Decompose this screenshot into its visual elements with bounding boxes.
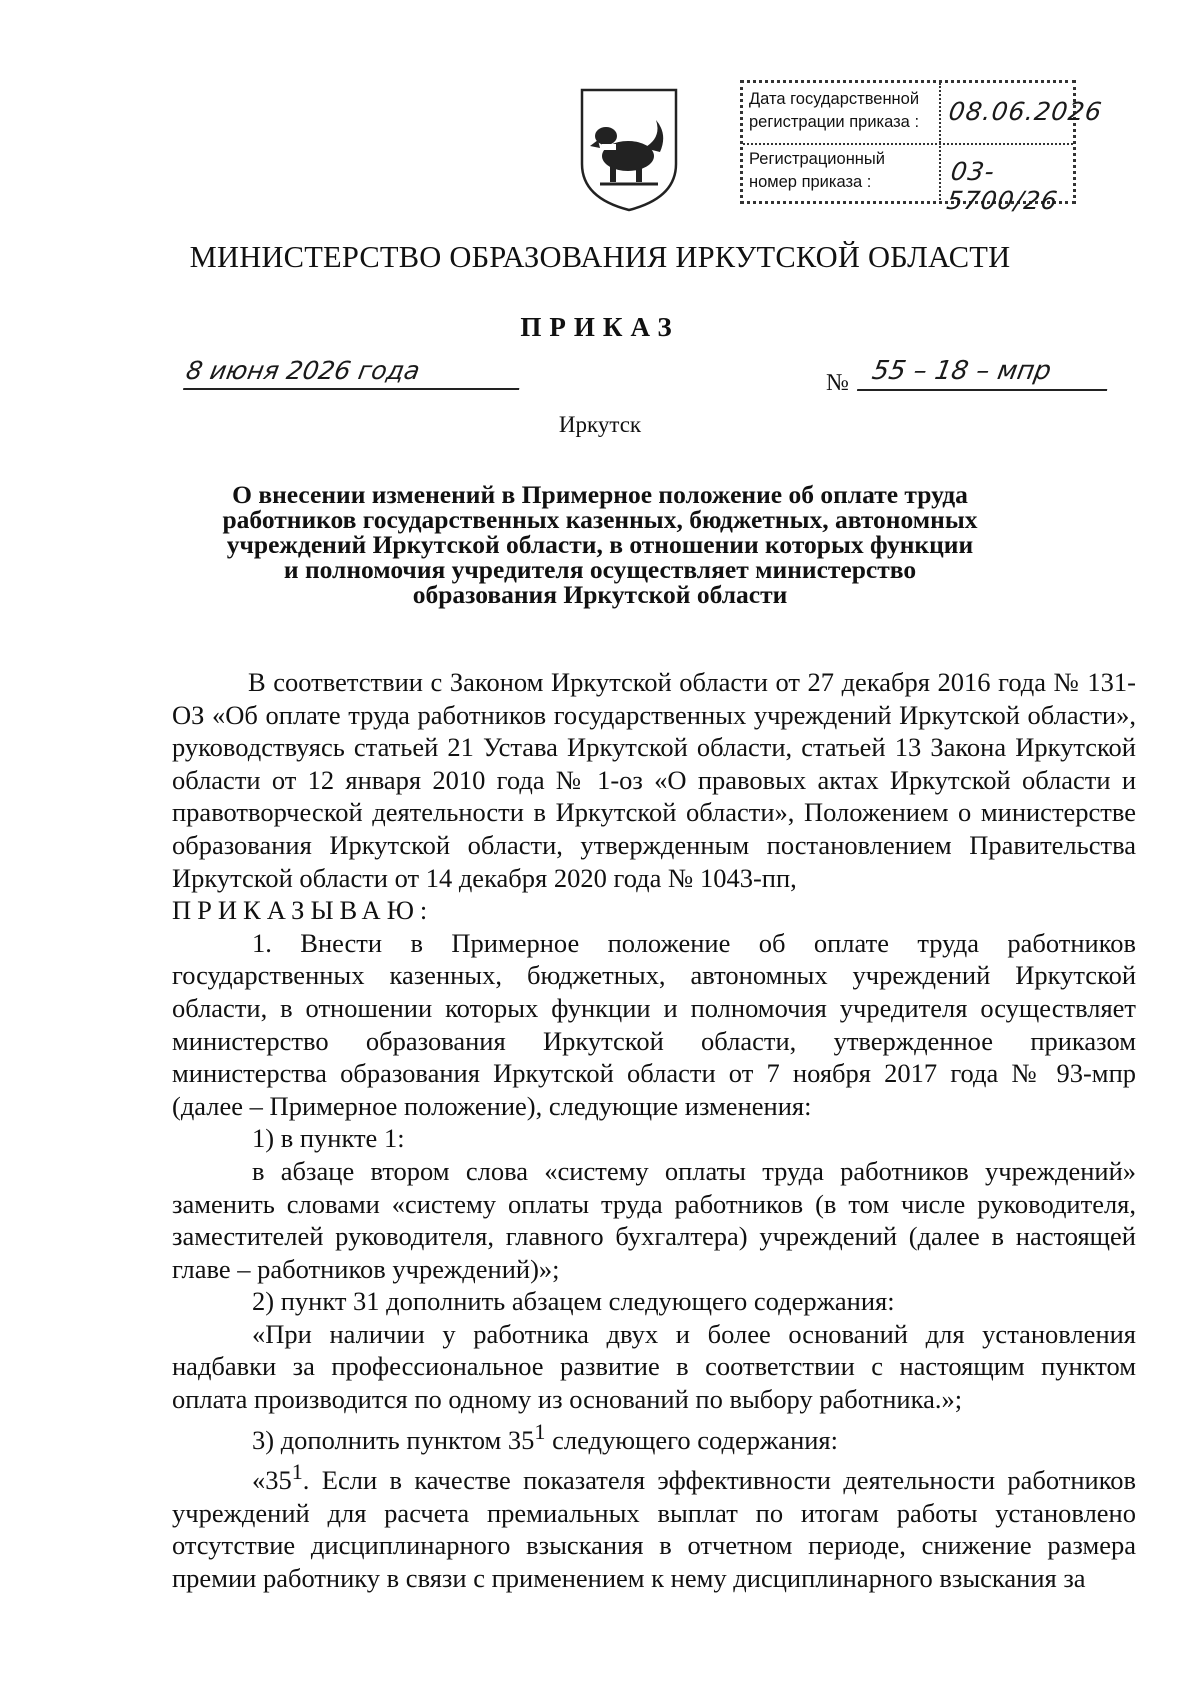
document-body — [172, 666, 1136, 1594]
registration-number-row — [743, 143, 1073, 215]
superscript-index: 1 — [291, 1459, 303, 1485]
body-text-fragment: 3) дополнить пунктом 35 — [252, 1424, 535, 1455]
body-paragraph-subitem-3 — [172, 1416, 1136, 1456]
registration-separator — [939, 83, 941, 143]
body-paragraph-item-1: 1. Внести в Примерное положение об оплате труда работников государственных казенных, бюджетных, автономных учреждений Иркутской области, в отношении которых функции и полномочия учредителя осуществляет министерство образования Иркутской области, утвержденное приказом министерства образования Иркутской области от 7 ноября 2017 года № 93-мпр (далее – Примерное положение), следующие изменения: — [172, 927, 1136, 1121]
body-paragraph-subitem-3-text — [172, 1456, 1136, 1594]
coat-of-arms-emblem — [578, 86, 680, 214]
number-sign: № — [826, 370, 849, 396]
order-number-handwritten: 55 – 18 – мпр — [857, 356, 1113, 391]
registration-number-value: 03-5700/26 — [944, 157, 1060, 215]
ministry-name: МИНИСТЕРСТВО ОБРАЗОВАНИЯ ИРКУТСКОЙ ОБЛАСТИ — [189, 240, 1011, 274]
registration-separator — [939, 143, 941, 203]
body-paragraph-subitem-2: 2) пункт 31 дополнить абзацем следующего содержания: — [252, 1286, 895, 1317]
body-text-fragment: следующего содержания: — [545, 1424, 838, 1455]
registration-date-row — [743, 83, 1105, 145]
body-paragraph-preamble: В соответствии с Законом Иркутской области от 27 декабря 2016 года № 131-ОЗ «Об оплате труда работников государственных учреждений Иркутской области», руководствуясь статьей 21 Устава Иркутской области, статьей 13 Закона Иркутской области от 12 января 2010 года № 1-оз «О правовых актах Иркутской области и правотворческой деятельности в Иркутской области», Положением о министерстве образования Иркутской области, утвержденным постановлением Правительства Иркутской области от 14 декабря 2020 года № 1043-пп, — [172, 667, 1136, 893]
body-paragraph-subitem-1-text: в абзаце втором слова «систему оплаты труда работников учреждений» заменить словами «систему оплаты труда работников (в том числе руководителя, заместителей руководителя, главного бухгалтера) учреждений (далее в настоящей главе – работников учреждений)»; — [172, 1155, 1136, 1284]
order-date-handwritten: 8 июня 2026 года — [183, 356, 525, 390]
registration-stamp — [740, 80, 1105, 215]
superscript-index: 1 — [534, 1418, 546, 1444]
registration-date-value: 08.06.2026 — [946, 97, 1105, 126]
city-name: Иркутск — [558, 412, 642, 437]
body-paragraph-subitem-1: 1) в пункте 1: — [252, 1123, 405, 1154]
body-text-fragment: . Если в качестве показателя эффективности деятельности работников учреждений для расчета премиальных выплат по итогам работы установлено отсутствие дисциплинарного взыскания в отчетном периоде, снижение размера премии работнику в связи с применением к нему дисциплинарного взыскания за — [172, 1464, 1136, 1593]
registration-number-label: Регистрационный номер приказа : — [749, 150, 885, 191]
body-order-word: ПРИКАЗЫВАЮ: — [172, 895, 434, 926]
body-paragraph-subitem-2-text: «При наличии у работника двух и более оснований для установления надбавки за профессиональное развитие в соответствии с настоящим пунктом оплата производится по одному из оснований по выбору работника.»; — [172, 1318, 1136, 1415]
body-text-fragment: «35 — [252, 1464, 292, 1495]
document-type-title: ПРИКАЗ — [520, 312, 680, 342]
registration-date-label: Дата государственной регистрации приказа : — [749, 90, 920, 131]
order-subject-heading: О внесении изменений в Примерное положение об оплате труда работников государственных казенных, бюджетных, автономных учреждений Иркутской области, в отношении которых функции и полномочия учредителя осуществляет министерство образования Иркутской области — [222, 480, 978, 609]
